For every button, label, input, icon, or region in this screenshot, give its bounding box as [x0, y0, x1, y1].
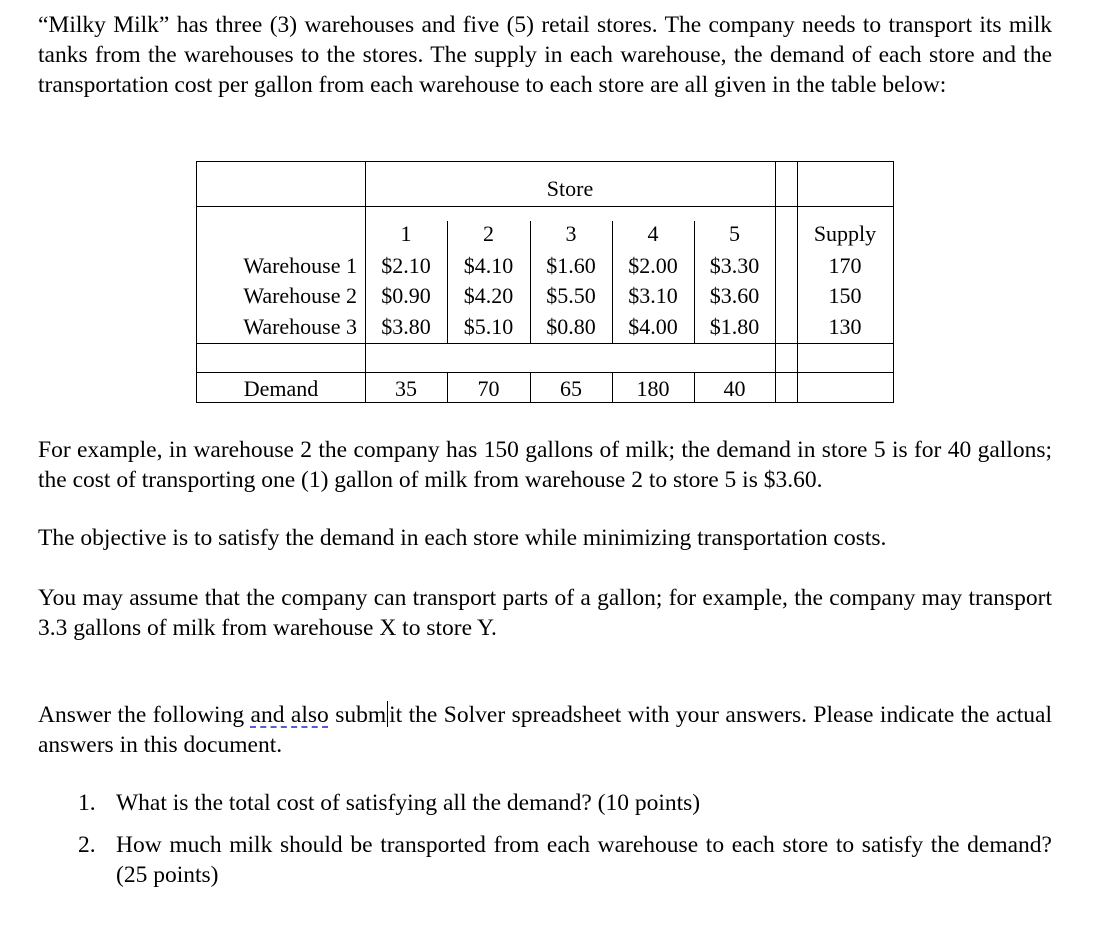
question-item — [78, 830, 1052, 890]
instructions-text-end: it the Solver spreadsheet with your answers. Please indicate the actual answers in this document. — [38, 702, 1052, 758]
supply-header: Supply — [813, 221, 877, 246]
question-text: What is the total cost of satisfying all the demand? (10 points) — [116, 790, 701, 816]
table-row-divider — [197, 206, 893, 207]
demand-value: 65 — [560, 376, 582, 401]
demand-value: 70 — [477, 376, 500, 401]
example-paragraph: For example, in warehouse 2 the company has 150 gallons of milk; the demand in store 5 is for 40 gallons; the cost of transporting one (1) gallon of milk from warehouse 2 to store 5 is $3.60. — [38, 437, 1052, 493]
cost-cell: $2.00 — [628, 253, 678, 278]
cost-cell: $3.80 — [381, 314, 431, 339]
warehouse-label: Warehouse 2 — [243, 283, 357, 308]
store-number: 4 — [647, 221, 659, 246]
store-header: Store — [546, 176, 594, 201]
supply-value: 130 — [828, 314, 862, 339]
warehouse-label: Warehouse 1 — [243, 253, 357, 278]
cost-table — [196, 161, 894, 403]
instructions-paragraph — [38, 700, 1052, 760]
store-number: 5 — [729, 221, 740, 246]
cost-cell: $4.10 — [463, 253, 514, 278]
cost-cell: $5.10 — [463, 314, 514, 339]
cost-cell: $0.80 — [546, 314, 596, 339]
intro-paragraph: “Milky Milk” has three (3) warehouses and five (5) retail stores. The company needs to transport its milk tanks from the warehouses to the stores. The supply in each warehouse, the demand of each store and the transportation cost per gallon from each warehouse to each store are all given in the table below: — [38, 12, 1052, 98]
objective-paragraph: The objective is to satisfy the demand in each store while minimizing transportation costs. — [38, 525, 887, 551]
cost-cell: $3.60 — [709, 283, 760, 308]
question-number: 1. — [78, 790, 96, 816]
table-row-divider — [197, 372, 893, 373]
demand-value: 40 — [723, 376, 746, 401]
store-number: 2 — [483, 221, 494, 246]
table-row-divider — [197, 343, 893, 344]
demand-label: Demand — [243, 376, 319, 401]
assumption-paragraph: You may assume that the company can transport parts of a gallon; for example, the company may transport 3.3 gallons of milk from warehouse X to store Y. — [38, 585, 1052, 641]
question-item — [78, 788, 1052, 818]
supply-value: 170 — [828, 253, 862, 278]
supply-value: 150 — [828, 283, 862, 308]
cost-cell: $2.10 — [381, 253, 431, 278]
cost-cell: $3.10 — [628, 283, 678, 308]
instructions-text-start: Answer the following — [38, 702, 251, 728]
text-cursor — [387, 701, 388, 727]
store-number: 3 — [565, 221, 577, 246]
grammar-suggestion-underline[interactable]: and also — [250, 702, 329, 728]
question-number: 2. — [78, 832, 96, 858]
instructions-text-middle: subm — [328, 702, 387, 728]
demand-value: 35 — [395, 376, 417, 401]
warehouse-label: Warehouse 3 — [243, 314, 357, 339]
cost-cell: $3.30 — [709, 253, 760, 278]
question-text: How much milk should be transported from each warehouse to each store to satisfy the demand? (25 points) — [116, 832, 1052, 888]
table-col-divider — [775, 162, 776, 402]
store-number: 1 — [400, 221, 412, 246]
cost-cell: $1.60 — [546, 253, 596, 278]
cost-cell: $4.00 — [628, 314, 678, 339]
question-list — [78, 788, 1052, 902]
cost-cell: $0.90 — [381, 283, 431, 308]
cost-cell: $4.20 — [463, 283, 514, 308]
demand-value: 180 — [636, 376, 670, 401]
cost-cell: $1.80 — [709, 314, 760, 339]
cost-cell: $5.50 — [546, 283, 596, 308]
